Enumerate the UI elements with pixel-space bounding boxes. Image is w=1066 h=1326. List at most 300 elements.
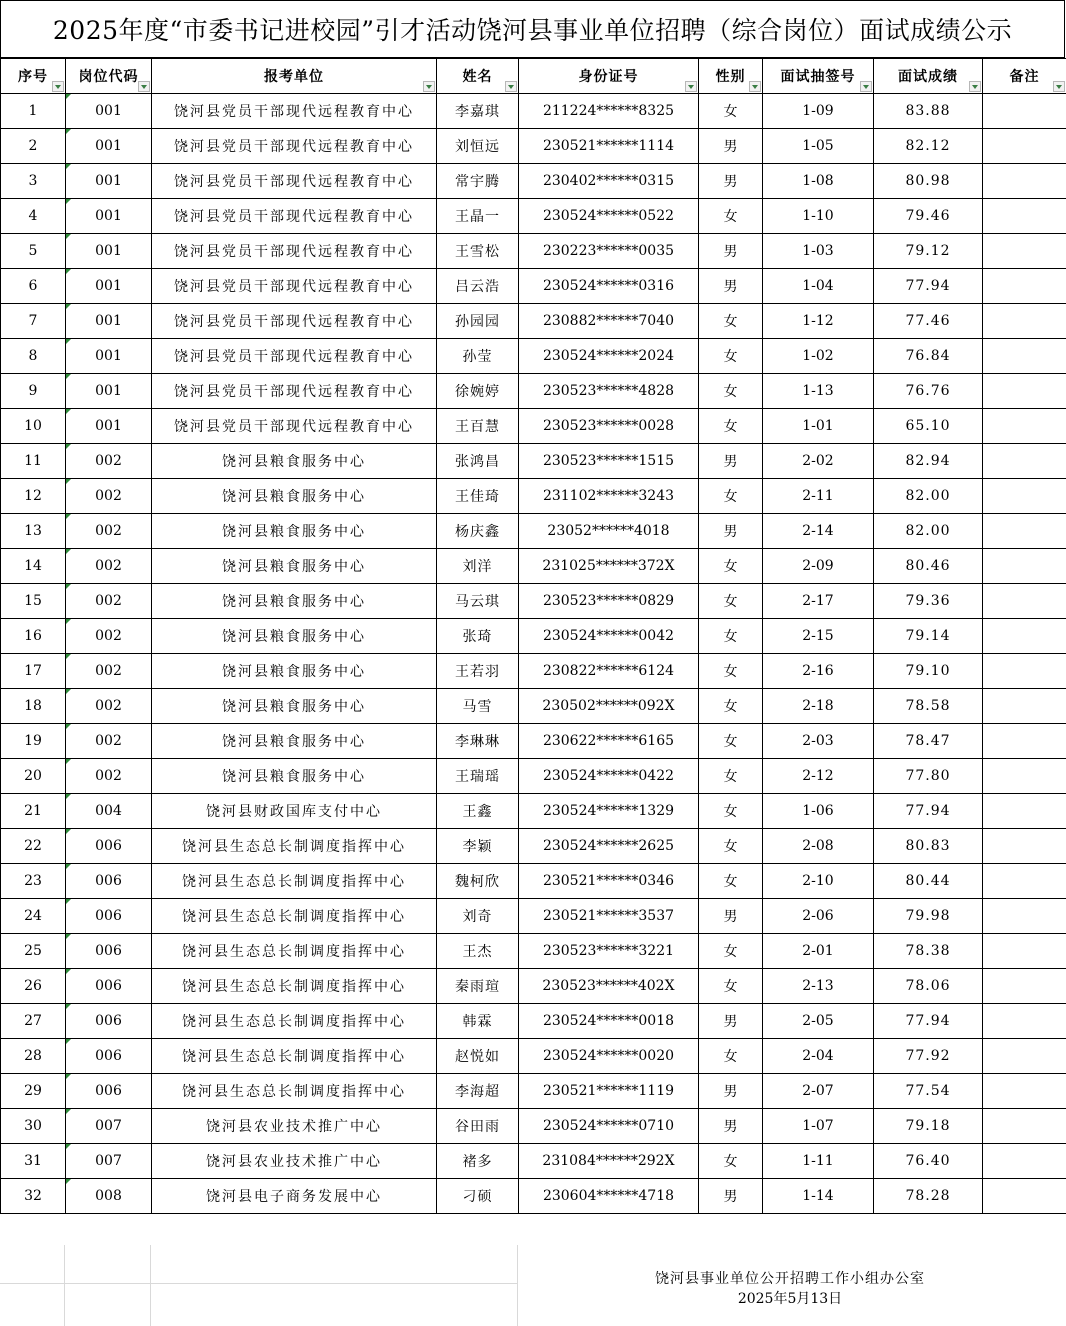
filter-dropdown-icon[interactable] — [685, 81, 697, 92]
cell-unit: 饶河县财政国库支付中心 — [152, 794, 437, 829]
cell-draw-number: 2-05 — [763, 1004, 874, 1039]
cell-serial: 24 — [1, 899, 66, 934]
header-score — [874, 59, 983, 94]
table-row — [1, 864, 1066, 899]
cell-draw-number: 2-11 — [763, 479, 874, 514]
cell-gender: 女 — [699, 864, 763, 899]
cell-position-code: 004 — [66, 794, 152, 829]
table-row — [1, 1179, 1066, 1214]
cell-gender: 男 — [699, 444, 763, 479]
cell-unit: 饶河县农业技术推广中心 — [152, 1109, 437, 1144]
cell-gender: 男 — [699, 1004, 763, 1039]
cell-position-code: 002 — [66, 619, 152, 654]
cell-position-code: 006 — [66, 1039, 152, 1074]
cell-serial: 15 — [1, 584, 66, 619]
cell-position-code: 006 — [66, 829, 152, 864]
cell-score: 82.00 — [874, 479, 983, 514]
cell-draw-number: 2-15 — [763, 619, 874, 654]
cell-unit: 饶河县农业技术推广中心 — [152, 1144, 437, 1179]
header-unit-label: 报考单位 — [264, 69, 324, 85]
results-table — [0, 58, 1066, 1214]
cell-position-code: 002 — [66, 584, 152, 619]
cell-position-code: 002 — [66, 689, 152, 724]
cell-unit: 饶河县党员干部现代远程教育中心 — [152, 269, 437, 304]
cell-serial: 9 — [1, 374, 66, 409]
cell-score: 78.47 — [874, 724, 983, 759]
header-id-number-label: 身份证号 — [578, 69, 639, 85]
table-row — [1, 1004, 1066, 1039]
cell-id-number: 230523******402X — [519, 969, 699, 1004]
cell-score: 80.83 — [874, 829, 983, 864]
cell-serial: 31 — [1, 1144, 66, 1179]
cell-note — [983, 934, 1066, 969]
cell-name: 魏柯欣 — [437, 864, 519, 899]
cell-note — [983, 1074, 1066, 1109]
header-note-label: 备注 — [1009, 69, 1040, 85]
cell-note — [983, 1179, 1066, 1214]
cell-draw-number: 2-13 — [763, 969, 874, 1004]
cell-serial: 30 — [1, 1109, 66, 1144]
cell-unit: 饶河县党员干部现代远程教育中心 — [152, 409, 437, 444]
cell-id-number: 231025******372X — [519, 549, 699, 584]
cell-unit: 饶河县粮食服务中心 — [152, 444, 437, 479]
header-gender-label: 性别 — [715, 69, 746, 85]
cell-unit: 饶河县党员干部现代远程教育中心 — [152, 374, 437, 409]
cell-score: 76.40 — [874, 1144, 983, 1179]
cell-score: 79.18 — [874, 1109, 983, 1144]
cell-serial: 12 — [1, 479, 66, 514]
cell-position-code: 001 — [66, 199, 152, 234]
table-row — [1, 444, 1066, 479]
cell-unit: 饶河县粮食服务中心 — [152, 654, 437, 689]
cell-score: 65.10 — [874, 409, 983, 444]
cell-position-code: 001 — [66, 374, 152, 409]
cell-gender: 女 — [699, 619, 763, 654]
cell-id-number: 230524******0042 — [519, 619, 699, 654]
cell-name: 刘恒远 — [437, 129, 519, 164]
cell-serial: 1 — [1, 94, 66, 129]
cell-serial: 4 — [1, 199, 66, 234]
footer-date: 2025年5月13日 — [737, 1291, 843, 1307]
cell-id-number: 230524******0710 — [519, 1109, 699, 1144]
cell-score: 77.94 — [874, 269, 983, 304]
cell-unit: 饶河县生态总长制调度指挥中心 — [152, 1039, 437, 1074]
cell-id-number: 23052******4018 — [519, 514, 699, 549]
cell-name: 王若羽 — [437, 654, 519, 689]
cell-id-number: 230882******7040 — [519, 304, 699, 339]
cell-gender: 女 — [699, 1039, 763, 1074]
table-row — [1, 164, 1066, 199]
cell-name: 孙园园 — [437, 304, 519, 339]
cell-score: 79.10 — [874, 654, 983, 689]
cell-name: 刘洋 — [437, 549, 519, 584]
header-row — [1, 59, 1066, 94]
header-position-code — [66, 59, 152, 94]
cell-score: 77.46 — [874, 304, 983, 339]
cell-id-number: 231102******3243 — [519, 479, 699, 514]
filter-dropdown-icon[interactable] — [1053, 81, 1065, 92]
cell-id-number: 230524******1329 — [519, 794, 699, 829]
cell-score: 77.94 — [874, 794, 983, 829]
table-row — [1, 934, 1066, 969]
cell-note — [983, 94, 1066, 129]
cell-id-number: 230523******3221 — [519, 934, 699, 969]
cell-draw-number: 1-13 — [763, 374, 874, 409]
cell-unit: 饶河县生态总长制调度指挥中心 — [152, 829, 437, 864]
cell-position-code: 008 — [66, 1179, 152, 1214]
cell-note — [983, 654, 1066, 689]
table-row — [1, 654, 1066, 689]
cell-score: 83.88 — [874, 94, 983, 129]
cell-id-number: 230502******092X — [519, 689, 699, 724]
table-row — [1, 374, 1066, 409]
cell-serial: 5 — [1, 234, 66, 269]
footer-organization: 饶河县事业单位公开招聘工作小组办公室 — [655, 1271, 925, 1287]
cell-position-code: 001 — [66, 94, 152, 129]
cell-note — [983, 199, 1066, 234]
cell-serial: 22 — [1, 829, 66, 864]
cell-serial: 20 — [1, 759, 66, 794]
cell-unit: 饶河县党员干部现代远程教育中心 — [152, 129, 437, 164]
cell-note — [983, 1144, 1066, 1179]
cell-draw-number: 2-16 — [763, 654, 874, 689]
cell-position-code: 007 — [66, 1144, 152, 1179]
cell-name: 刘奇 — [437, 899, 519, 934]
cell-draw-number: 2-18 — [763, 689, 874, 724]
cell-id-number: 230524******0018 — [519, 1004, 699, 1039]
cell-score: 77.94 — [874, 1004, 983, 1039]
table-row — [1, 129, 1066, 164]
cell-unit: 饶河县粮食服务中心 — [152, 759, 437, 794]
cell-name: 张鸿昌 — [437, 444, 519, 479]
cell-note — [983, 129, 1066, 164]
cell-draw-number: 2-04 — [763, 1039, 874, 1074]
cell-draw-number: 1-07 — [763, 1109, 874, 1144]
filter-dropdown-icon[interactable] — [505, 81, 517, 92]
cell-name: 李琳琳 — [437, 724, 519, 759]
cell-note — [983, 724, 1066, 759]
cell-id-number: 230822******6124 — [519, 654, 699, 689]
cell-id-number: 230521******1119 — [519, 1074, 699, 1109]
cell-name: 马雪 — [437, 689, 519, 724]
cell-draw-number: 1-12 — [763, 304, 874, 339]
filter-dropdown-icon[interactable] — [423, 81, 435, 92]
cell-position-code: 002 — [66, 759, 152, 794]
cell-unit: 饶河县生态总长制调度指挥中心 — [152, 969, 437, 1004]
cell-note — [983, 899, 1066, 934]
table-row — [1, 899, 1066, 934]
cell-gender: 男 — [699, 164, 763, 199]
cell-position-code: 001 — [66, 339, 152, 374]
table-row — [1, 1109, 1066, 1144]
cell-score: 80.46 — [874, 549, 983, 584]
cell-draw-number: 2-12 — [763, 759, 874, 794]
cell-id-number: 230524******0422 — [519, 759, 699, 794]
table-row — [1, 514, 1066, 549]
cell-score: 76.76 — [874, 374, 983, 409]
cell-serial: 14 — [1, 549, 66, 584]
cell-position-code: 006 — [66, 934, 152, 969]
cell-gender: 男 — [699, 899, 763, 934]
cell-unit: 饶河县电子商务发展中心 — [152, 1179, 437, 1214]
table-row — [1, 1039, 1066, 1074]
cell-serial: 21 — [1, 794, 66, 829]
table-row — [1, 584, 1066, 619]
cell-note — [983, 759, 1066, 794]
cell-position-code: 001 — [66, 304, 152, 339]
cell-draw-number: 2-14 — [763, 514, 874, 549]
cell-score: 78.38 — [874, 934, 983, 969]
cell-serial: 7 — [1, 304, 66, 339]
cell-position-code: 001 — [66, 164, 152, 199]
cell-draw-number: 1-03 — [763, 234, 874, 269]
cell-gender: 男 — [699, 234, 763, 269]
cell-name: 王雪松 — [437, 234, 519, 269]
cell-unit: 饶河县党员干部现代远程教育中心 — [152, 199, 437, 234]
cell-serial: 16 — [1, 619, 66, 654]
cell-draw-number: 2-03 — [763, 724, 874, 759]
header-id-number — [519, 59, 699, 94]
cell-draw-number: 1-11 — [763, 1144, 874, 1179]
table-row — [1, 409, 1066, 444]
header-name — [437, 59, 519, 94]
table-row — [1, 794, 1066, 829]
cell-id-number: 230521******1114 — [519, 129, 699, 164]
cell-name: 马云琪 — [437, 584, 519, 619]
table-row — [1, 549, 1066, 584]
cell-gender: 女 — [699, 409, 763, 444]
cell-name: 王杰 — [437, 934, 519, 969]
cell-draw-number: 1-06 — [763, 794, 874, 829]
cell-serial: 26 — [1, 969, 66, 1004]
cell-note — [983, 689, 1066, 724]
cell-unit: 饶河县生态总长制调度指挥中心 — [152, 934, 437, 969]
cell-name: 吕云浩 — [437, 269, 519, 304]
cell-name: 刁硕 — [437, 1179, 519, 1214]
cell-draw-number: 2-07 — [763, 1074, 874, 1109]
filter-dropdown-icon[interactable] — [138, 81, 150, 92]
cell-draw-number: 1-14 — [763, 1179, 874, 1214]
filter-dropdown-icon[interactable] — [52, 81, 64, 92]
cell-id-number: 230524******2625 — [519, 829, 699, 864]
cell-score: 79.46 — [874, 199, 983, 234]
cell-position-code: 001 — [66, 269, 152, 304]
cell-score: 82.00 — [874, 514, 983, 549]
cell-serial: 8 — [1, 339, 66, 374]
table-row — [1, 829, 1066, 864]
table-row — [1, 304, 1066, 339]
cell-id-number: 230622******6165 — [519, 724, 699, 759]
filter-dropdown-icon[interactable] — [969, 81, 981, 92]
cell-note — [983, 479, 1066, 514]
cell-id-number: 230523******1515 — [519, 444, 699, 479]
cell-draw-number: 1-09 — [763, 94, 874, 129]
cell-gender: 男 — [699, 1074, 763, 1109]
cell-name: 韩霖 — [437, 1004, 519, 1039]
cell-gender: 男 — [699, 269, 763, 304]
cell-note — [983, 514, 1066, 549]
cell-position-code: 002 — [66, 549, 152, 584]
cell-name: 张琦 — [437, 619, 519, 654]
table-row — [1, 339, 1066, 374]
cell-unit: 饶河县党员干部现代远程教育中心 — [152, 164, 437, 199]
cell-draw-number: 1-02 — [763, 339, 874, 374]
cell-gender: 女 — [699, 339, 763, 374]
cell-note — [983, 304, 1066, 339]
cell-id-number: 230521******3537 — [519, 899, 699, 934]
cell-gender: 女 — [699, 759, 763, 794]
cell-name: 王晶一 — [437, 199, 519, 234]
cell-note — [983, 444, 1066, 479]
cell-position-code: 002 — [66, 654, 152, 689]
cell-position-code: 006 — [66, 899, 152, 934]
cell-unit: 饶河县生态总长制调度指挥中心 — [152, 1004, 437, 1039]
cell-note — [983, 339, 1066, 374]
cell-gender: 女 — [699, 479, 763, 514]
cell-name: 王瑞瑶 — [437, 759, 519, 794]
cell-name: 秦雨瑄 — [437, 969, 519, 1004]
cell-draw-number: 1-05 — [763, 129, 874, 164]
cell-gender: 女 — [699, 584, 763, 619]
cell-note — [983, 409, 1066, 444]
table-row — [1, 234, 1066, 269]
cell-score: 82.94 — [874, 444, 983, 479]
cell-unit: 饶河县粮食服务中心 — [152, 619, 437, 654]
cell-score: 79.12 — [874, 234, 983, 269]
cell-serial: 6 — [1, 269, 66, 304]
cell-unit: 饶河县粮食服务中心 — [152, 689, 437, 724]
cell-score: 77.80 — [874, 759, 983, 794]
cell-id-number: 230524******0020 — [519, 1039, 699, 1074]
cell-gender: 女 — [699, 199, 763, 234]
cell-score: 78.28 — [874, 1179, 983, 1214]
cell-name: 常宇腾 — [437, 164, 519, 199]
cell-id-number: 211224******8325 — [519, 94, 699, 129]
cell-serial: 32 — [1, 1179, 66, 1214]
cell-score: 77.92 — [874, 1039, 983, 1074]
cell-name: 李海超 — [437, 1074, 519, 1109]
cell-unit: 饶河县党员干部现代远程教育中心 — [152, 339, 437, 374]
cell-position-code: 002 — [66, 514, 152, 549]
cell-draw-number: 2-17 — [763, 584, 874, 619]
cell-unit: 饶河县生态总长制调度指挥中心 — [152, 1074, 437, 1109]
cell-draw-number: 1-01 — [763, 409, 874, 444]
cell-note — [983, 1109, 1066, 1144]
cell-note — [983, 269, 1066, 304]
cell-score: 79.14 — [874, 619, 983, 654]
table-row — [1, 619, 1066, 654]
cell-serial: 3 — [1, 164, 66, 199]
cell-serial: 25 — [1, 934, 66, 969]
cell-serial: 2 — [1, 129, 66, 164]
cell-draw-number: 2-06 — [763, 899, 874, 934]
filter-dropdown-icon[interactable] — [860, 81, 872, 92]
cell-id-number: 231084******292X — [519, 1144, 699, 1179]
filter-dropdown-icon[interactable] — [749, 81, 761, 92]
header-serial-label: 序号 — [18, 69, 48, 85]
cell-id-number: 230524******0522 — [519, 199, 699, 234]
cell-serial: 11 — [1, 444, 66, 479]
table-row — [1, 689, 1066, 724]
cell-score: 79.98 — [874, 899, 983, 934]
document-title: 2025年度“市委书记进校园”引才活动饶河县事业单位招聘（综合岗位）面试成绩公示 — [0, 0, 1065, 58]
cell-position-code: 006 — [66, 969, 152, 1004]
cell-gender: 男 — [699, 514, 763, 549]
table-row — [1, 724, 1066, 759]
header-score-label: 面试成绩 — [898, 69, 958, 85]
cell-gender: 女 — [699, 934, 763, 969]
cell-gender: 女 — [699, 689, 763, 724]
cell-draw-number: 1-10 — [763, 199, 874, 234]
cell-draw-number: 2-10 — [763, 864, 874, 899]
table-row — [1, 199, 1066, 234]
cell-position-code: 007 — [66, 1109, 152, 1144]
table-row — [1, 269, 1066, 304]
cell-gender: 女 — [699, 724, 763, 759]
cell-note — [983, 374, 1066, 409]
cell-gender: 男 — [699, 1109, 763, 1144]
cell-serial: 28 — [1, 1039, 66, 1074]
cell-name: 孙莹 — [437, 339, 519, 374]
cell-note — [983, 794, 1066, 829]
cell-serial: 23 — [1, 864, 66, 899]
cell-serial: 10 — [1, 409, 66, 444]
cell-id-number: 230523******4828 — [519, 374, 699, 409]
cell-gender: 女 — [699, 969, 763, 1004]
cell-gender: 女 — [699, 829, 763, 864]
cell-name: 褚多 — [437, 1144, 519, 1179]
header-position-code-label: 岗位代码 — [78, 69, 139, 85]
cell-note — [983, 1039, 1066, 1074]
cell-draw-number: 2-08 — [763, 829, 874, 864]
cell-position-code: 002 — [66, 444, 152, 479]
cell-score: 76.84 — [874, 339, 983, 374]
cell-unit: 饶河县粮食服务中心 — [152, 479, 437, 514]
header-draw-number — [763, 59, 874, 94]
cell-note — [983, 829, 1066, 864]
cell-unit: 饶河县党员干部现代远程教育中心 — [152, 94, 437, 129]
cell-gender: 女 — [699, 1144, 763, 1179]
cell-name: 王百慧 — [437, 409, 519, 444]
cell-note — [983, 969, 1066, 1004]
cell-gender: 男 — [699, 129, 763, 164]
cell-position-code: 001 — [66, 234, 152, 269]
cell-serial: 27 — [1, 1004, 66, 1039]
table-row — [1, 1074, 1066, 1109]
header-note — [983, 59, 1066, 94]
header-name-label: 姓名 — [462, 69, 493, 85]
cell-score: 79.36 — [874, 584, 983, 619]
cell-position-code: 006 — [66, 1004, 152, 1039]
cell-name: 王鑫 — [437, 794, 519, 829]
cell-id-number: 230523******0829 — [519, 584, 699, 619]
cell-unit: 饶河县粮食服务中心 — [152, 724, 437, 759]
cell-note — [983, 164, 1066, 199]
cell-position-code: 006 — [66, 1074, 152, 1109]
cell-draw-number: 1-08 — [763, 164, 874, 199]
cell-draw-number: 2-09 — [763, 549, 874, 584]
cell-unit: 饶河县粮食服务中心 — [152, 584, 437, 619]
cell-id-number: 230604******4718 — [519, 1179, 699, 1214]
cell-unit: 饶河县粮食服务中心 — [152, 549, 437, 584]
cell-id-number: 230402******0315 — [519, 164, 699, 199]
header-gender — [699, 59, 763, 94]
cell-id-number: 230223******0035 — [519, 234, 699, 269]
cell-name: 李嘉琪 — [437, 94, 519, 129]
cell-id-number: 230521******0346 — [519, 864, 699, 899]
cell-serial: 29 — [1, 1074, 66, 1109]
cell-name: 杨庆鑫 — [437, 514, 519, 549]
